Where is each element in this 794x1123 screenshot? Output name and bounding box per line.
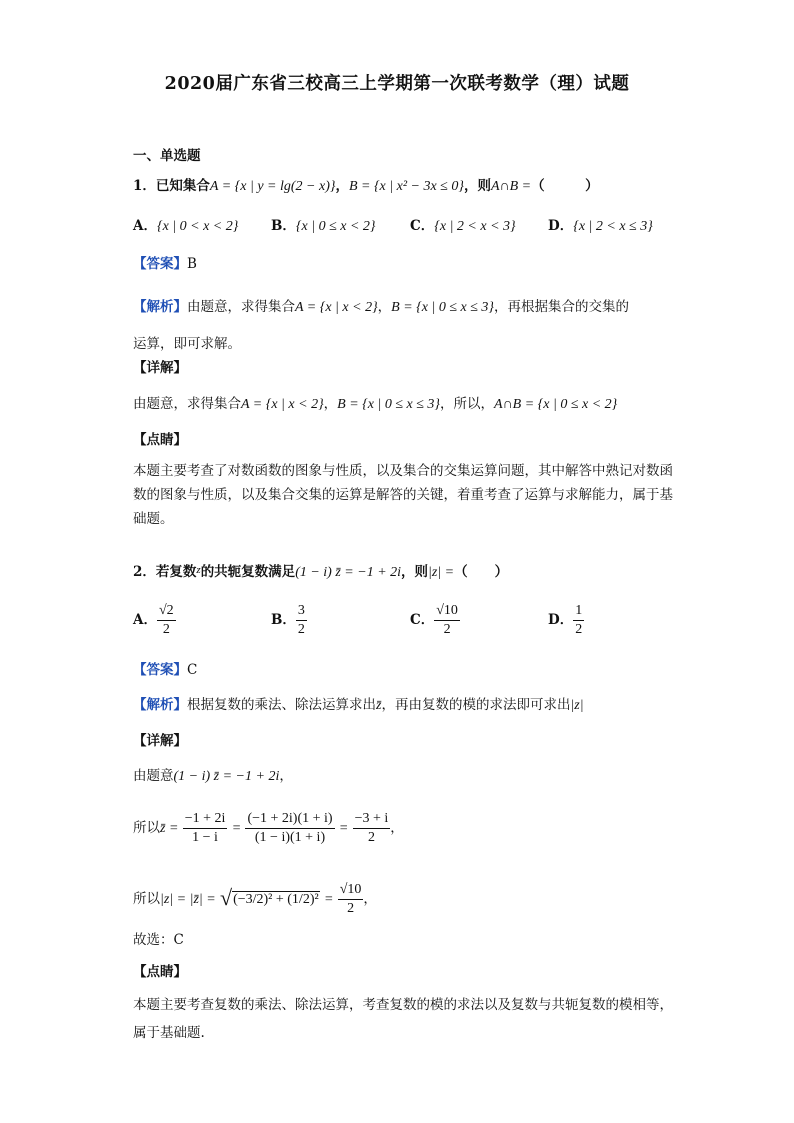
page-title: 2020届广东省三校高三上学期第一次联考数学（理）试题	[164, 74, 630, 94]
q1-number: 1．	[133, 178, 156, 194]
q1-option-d: D．{x | 2 < x ≤ 3}	[548, 218, 653, 234]
section-heading: 一、单选题	[133, 148, 201, 164]
q2-stem: 2．若复数$^z$的共轭复数满足(1 − i) z̄ = −1 + 2i，则|z| =（ ）	[133, 564, 509, 580]
q1-option-c: C．{x | 2 < x < 3}	[410, 218, 516, 234]
q1-expr: A∩B =	[490, 179, 532, 194]
q1-paren: （ ）	[531, 178, 599, 194]
q2-choice: 故选：C	[133, 932, 184, 948]
q2-option-d: D． $\frac{1}{2}$	[548, 603, 583, 637]
q2-detail-line3: 所以|z| = |z̄| = √(−3/2)² + (1/2)² = $\frac{√10}{2}$ ，	[133, 882, 377, 916]
q1-stem	[133, 176, 673, 197]
q2-option-c: C． $\frac{√10}{2}$	[410, 603, 458, 637]
q2-comment: 本题主要考查复数的乘法、除法运算，考查复数的模的求法以及复数与共轭复数的模相等，属于基础题.	[133, 997, 673, 1041]
q1-set-b: B = {x | x² − 3x ≤ 0}	[348, 179, 464, 194]
q1-analysis: 【解析】由题意，求得集合A = {x | x < 2}，B = {x | 0 ≤ x ≤ 3}，再根据集合的交集的 运算，即可求解。	[133, 299, 630, 352]
q1-sep: ，	[335, 178, 349, 194]
q1-option-b: B．{x | 0 ≤ x < 2}	[271, 218, 376, 234]
analysis-tag: 【解析】	[133, 299, 187, 315]
q2-detail-line1: 由题意(1 − i) z̄ = −1 + 2i，	[133, 768, 293, 784]
q1-answer	[133, 254, 673, 274]
answer-tag: 【答案】	[133, 256, 187, 272]
q2-detail-tag: 【详解】	[133, 733, 187, 749]
q1-detail: 由题意，求得集合A = {x | x < 2}，B = {x | 0 ≤ x ≤ 3}，所以，A∩B = {x | 0 ≤ x < 2}	[133, 396, 618, 412]
q1-detail-tag: 【详解】	[133, 360, 187, 376]
q1-stem-prefix: 已知集合	[155, 178, 210, 194]
q2-detail-line2: 所以z̄ = $\frac{-1 + 2i}{1 - i}$ = $\frac{(-1 + 2i)(1 + i)}{(1 - i)(1 + i)}$ = $\frac{-3 + i}{2}$ ，	[133, 811, 404, 845]
q1-stem-suffix: ，则	[463, 178, 491, 194]
q2-option-a: A． $\frac{√2}{2}$	[133, 603, 174, 637]
q1-comment: 本题主要考查了对数函数的图象与性质，以及集合的交集运算问题，其中解答中熟记对数函数的图象与性质，以及集合交集的运算是解答的关键，着重考查了运算与求解能力，属于基础题。	[133, 463, 673, 527]
q2-comment-tag: 【点睛】	[133, 964, 187, 980]
q1-option-a: A．{x | 0 < x < 2}	[133, 218, 239, 234]
q1-set-a: A = {x | y = lg(2 − x)}	[209, 179, 336, 194]
q2-answer-value: C	[187, 662, 198, 678]
q1-comment-tag: 【点睛】	[133, 432, 187, 448]
q1-answer-value: B	[187, 256, 197, 272]
q2-answer: 【答案】C	[133, 662, 198, 678]
q2-option-b: B． $\frac{3}{2}$	[271, 603, 305, 637]
q2-analysis: 【解析】根据复数的乘法、除法运算求出z̄，再由复数的模的求法即可求出|z|	[133, 697, 584, 713]
